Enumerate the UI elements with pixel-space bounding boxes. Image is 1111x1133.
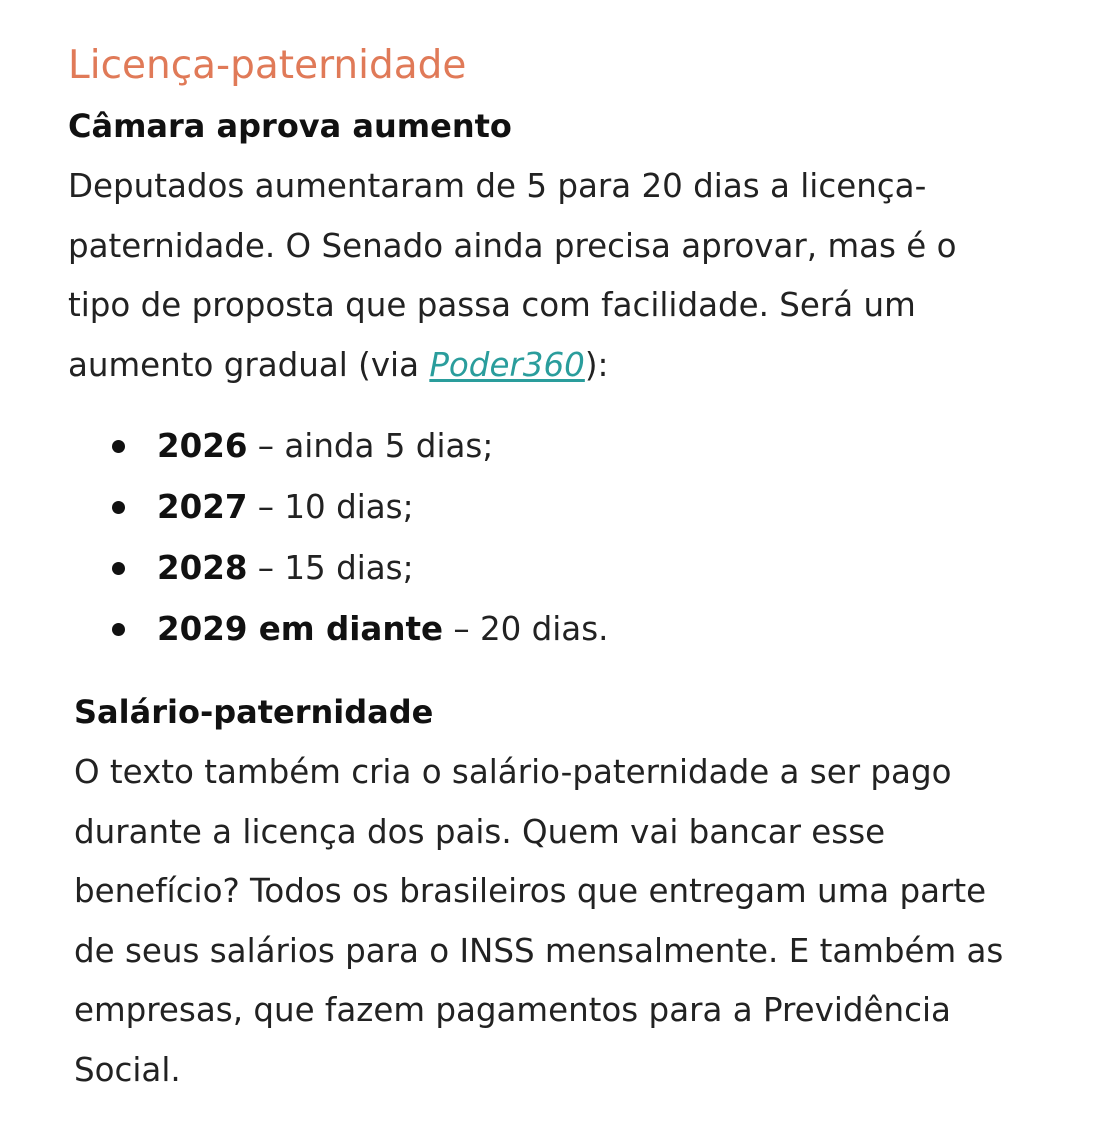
salary-line: empresas, que fazem pagamentos para a Previdência [74, 991, 951, 1029]
salary-paragraph [74, 743, 1064, 1100]
bullet-dot-icon [112, 440, 125, 453]
lead-line: tipo de proposta que passa com facilidade. Será um [68, 286, 916, 324]
bullet-dot-icon [112, 562, 125, 575]
lead-heading: Câmara aprova aumento [68, 107, 512, 145]
salary-line: Social. [74, 1050, 181, 1089]
lead-line-suffix: ): [584, 345, 609, 384]
salary-line: O texto também cria o salário-paternidade a ser pago [74, 753, 952, 791]
schedule-year: 2028 [157, 549, 248, 587]
salary-heading: Salário-paternidade [74, 693, 434, 731]
lead-line: Deputados aumentaram de 5 para 20 dias a licença- [68, 167, 927, 205]
schedule-detail: – 15 dias; [247, 549, 414, 587]
bullet-dot-icon [112, 623, 125, 636]
schedule-item-text [157, 417, 493, 475]
schedule-detail: – 10 dias; [247, 488, 414, 526]
lead-line-prefix: aumento gradual (via [68, 345, 430, 384]
schedule-year: 2029 em diante [157, 610, 444, 648]
bullet-dot-icon [112, 501, 125, 514]
schedule-year: 2026 [157, 427, 248, 465]
section-title: Licença-paternidade [68, 43, 467, 88]
salary-line: benefício? Todos os brasileiros que entregam uma parte [74, 872, 987, 910]
lead-line: paternidade. O Senado ainda precisa aprovar, mas é o [68, 226, 957, 265]
poder360-link[interactable]: Poder360 [429, 345, 585, 384]
schedule-detail: – 20 dias. [443, 610, 609, 648]
schedule-year: 2027 [157, 488, 248, 526]
lead-paragraph [68, 157, 1028, 395]
salary-line: de seus salários para o INSS mensalmente. E também as [74, 931, 1004, 970]
salary-line: durante a licença dos pais. Quem vai bancar esse [74, 812, 886, 851]
schedule-item-text [157, 600, 608, 658]
schedule-detail: – ainda 5 dias; [247, 427, 494, 465]
lead-line-last [68, 336, 1028, 396]
schedule-item-text [157, 539, 414, 597]
schedule-item-text [157, 478, 414, 536]
